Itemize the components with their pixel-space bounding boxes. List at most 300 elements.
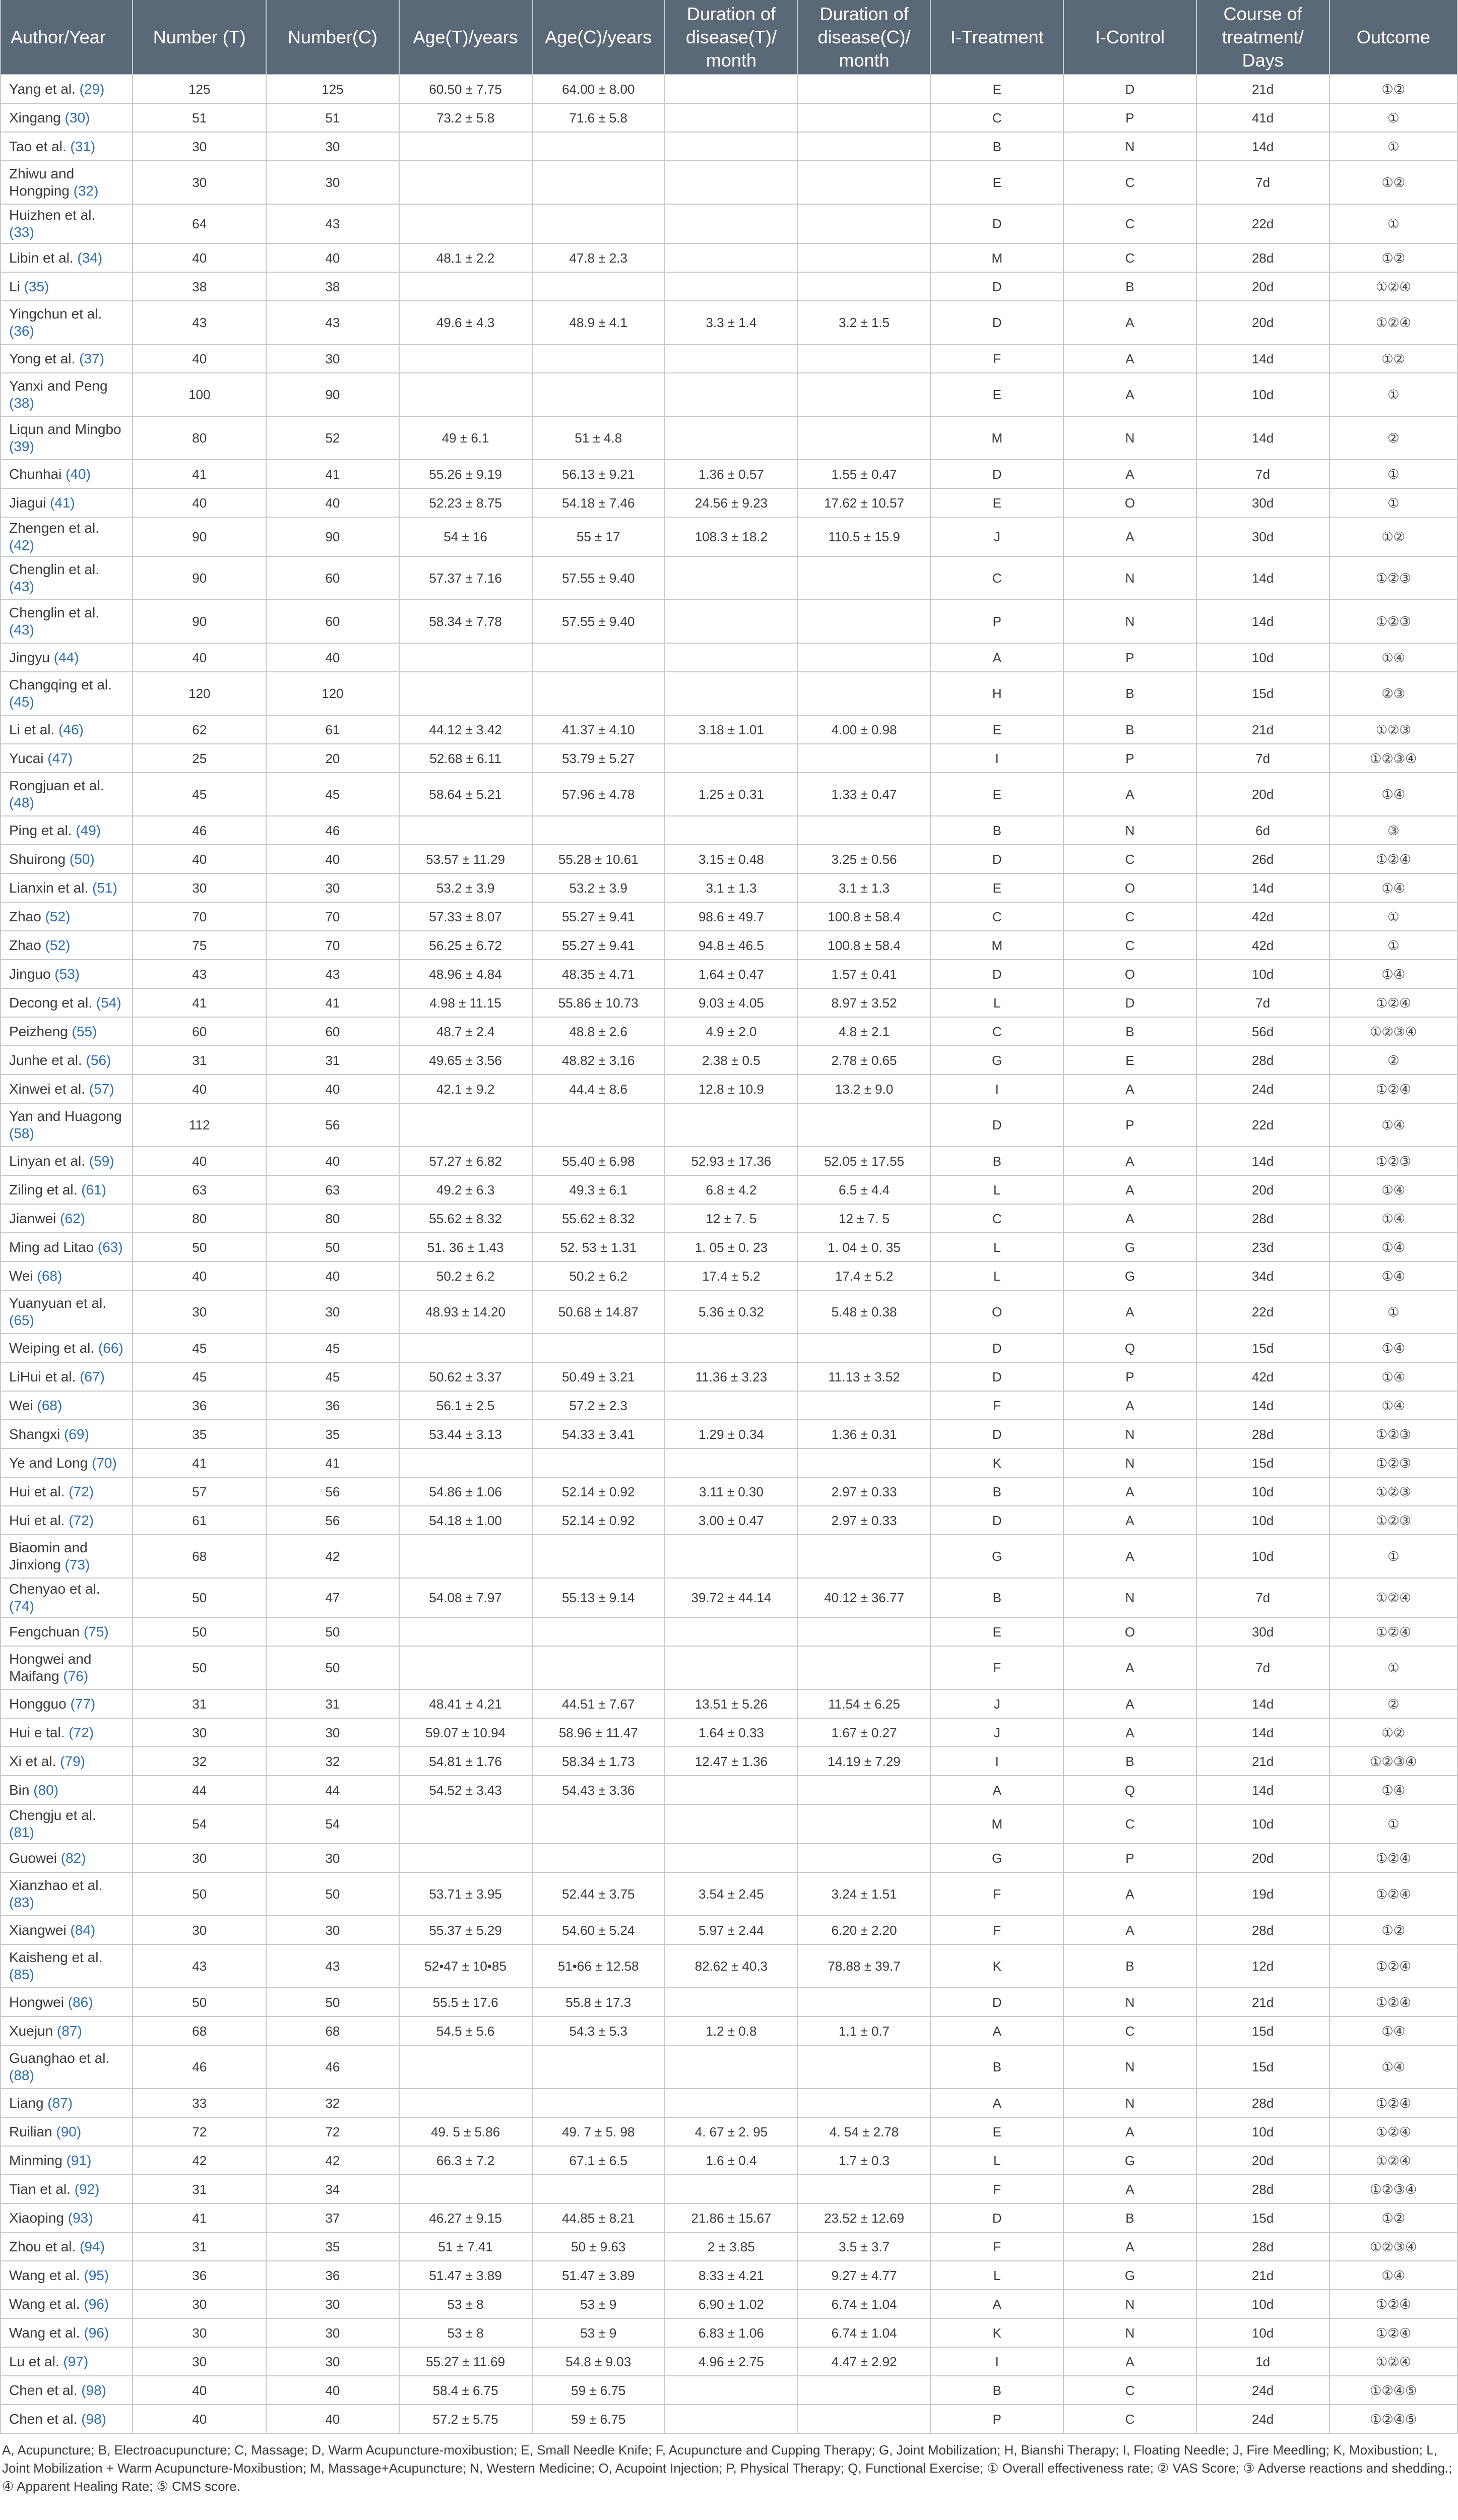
cell-duration-t <box>665 1646 798 1689</box>
cell-outcome: ①②③ <box>1329 1506 1457 1535</box>
reference-link[interactable]: (96) <box>84 2296 109 2312</box>
cell-i-control: P <box>1063 744 1196 773</box>
cell-number-t: 43 <box>133 1944 266 1988</box>
cell-number-c: 47 <box>266 1578 399 1617</box>
cell-i-treatment: C <box>930 556 1063 600</box>
cell-duration-c: 8.97 ± 3.52 <box>798 988 930 1017</box>
cell-age-c: 59 ± 6.75 <box>532 2405 665 2433</box>
reference-link[interactable]: (93) <box>68 2210 93 2226</box>
cell-number-t: 64 <box>133 204 266 243</box>
cell-course: 10d <box>1196 1804 1329 1844</box>
cell-age-c <box>532 1646 665 1689</box>
author-name: Yong et al. <box>9 350 76 366</box>
cell-course: 7d <box>1196 1578 1329 1617</box>
cell-duration-t <box>665 2376 798 2405</box>
cell-number-c: 56 <box>266 1506 399 1535</box>
cell-i-control: O <box>1063 1617 1196 1646</box>
reference-link[interactable]: (79) <box>60 1753 85 1769</box>
cell-outcome: ①② <box>1329 1916 1457 1944</box>
cell-duration-t: 13.51 ± 5.26 <box>665 1689 798 1718</box>
cell-i-treatment: D <box>930 960 1063 988</box>
cell-i-treatment: F <box>930 1916 1063 1944</box>
reference-link[interactable]: (65) <box>9 1312 34 1328</box>
cell-number-c: 44 <box>266 1776 399 1804</box>
cell-age-t: 58.4 ± 6.75 <box>399 2376 532 2405</box>
cell-number-c: 50 <box>266 1617 399 1646</box>
cell-duration-c: 14.19 ± 7.29 <box>798 1747 930 1776</box>
cell-outcome: ①②③ <box>1329 715 1457 744</box>
reference-link[interactable]: (45) <box>9 694 34 710</box>
reference-link[interactable]: (55) <box>72 1023 97 1039</box>
reference-link[interactable]: (98) <box>81 2382 106 2398</box>
cell-i-treatment: A <box>930 1776 1063 1804</box>
reference-link[interactable]: (86) <box>68 1994 93 2010</box>
cell-age-c: 47.8 ± 2.3 <box>532 243 665 272</box>
cell-i-treatment: F <box>930 2232 1063 2261</box>
cell-age-c: 41.37 ± 4.10 <box>532 715 665 744</box>
cell-duration-c <box>798 1535 930 1578</box>
author-name: Decong et al. <box>9 994 92 1011</box>
cell-number-c: 34 <box>266 2175 399 2203</box>
cell-outcome: ①④ <box>1329 1334 1457 1362</box>
cell-i-treatment: P <box>930 2405 1063 2433</box>
cell-course: 28d <box>1196 1204 1329 1233</box>
cell-outcome: ①②④ <box>1329 2318 1457 2347</box>
cell-i-treatment: A <box>930 643 1063 672</box>
cell-age-t: 57.33 ± 8.07 <box>399 902 532 931</box>
reference-link[interactable]: (97) <box>63 2353 89 2369</box>
cell-i-control: Q <box>1063 1776 1196 1804</box>
cell-author <box>1 272 133 301</box>
cell-course: 14d <box>1196 1147 1329 1175</box>
cell-age-c: 67.1 ± 6.5 <box>532 2146 665 2175</box>
cell-outcome: ①②④ <box>1329 1075 1457 1103</box>
cell-duration-t: 5.36 ± 0.32 <box>665 1290 798 1334</box>
cell-age-c <box>532 132 665 161</box>
reference-link[interactable]: (41) <box>49 494 75 511</box>
author-name: Jingyu <box>9 649 50 665</box>
reference-link[interactable]: (72) <box>69 1724 94 1740</box>
cell-number-t: 68 <box>133 1535 266 1578</box>
cell-duration-c <box>798 1646 930 1689</box>
cell-number-c: 60 <box>266 600 399 643</box>
cell-outcome: ① <box>1329 1535 1457 1578</box>
cell-i-control: A <box>1063 1290 1196 1334</box>
reference-link[interactable]: (36) <box>9 323 34 339</box>
reference-link[interactable]: (32) <box>73 183 99 199</box>
reference-link[interactable]: (74) <box>9 1598 34 1614</box>
cell-number-t: 100 <box>133 373 266 416</box>
reference-link[interactable]: (95) <box>84 2267 109 2283</box>
table-row <box>1 643 1457 672</box>
reference-link[interactable]: (61) <box>81 1181 106 1198</box>
author-name: Rongjuan et al. <box>9 778 104 793</box>
cell-number-c: 60 <box>266 1017 399 1046</box>
cell-course: 15d <box>1196 1334 1329 1362</box>
reference-link[interactable]: (80) <box>33 1782 59 1798</box>
author-name: Xianzhao et al. <box>9 1877 103 1893</box>
reference-link[interactable]: (46) <box>58 721 84 737</box>
cell-duration-c <box>798 2089 930 2117</box>
table-row <box>1 1262 1457 1290</box>
cell-i-treatment: D <box>930 1988 1063 2017</box>
table-row <box>1 931 1457 960</box>
cell-age-t <box>399 816 532 845</box>
cell-i-control: N <box>1063 1420 1196 1448</box>
cell-duration-c: 6.74 ± 1.04 <box>798 2290 930 2318</box>
cell-age-t <box>399 1103 532 1147</box>
cell-number-c: 35 <box>266 1420 399 1448</box>
reference-link[interactable]: (91) <box>66 2152 92 2168</box>
cell-course: 24d <box>1196 1075 1329 1103</box>
cell-age-t: 48.41 ± 4.21 <box>399 1689 532 1718</box>
cell-i-treatment: M <box>930 931 1063 960</box>
reference-link[interactable]: (59) <box>89 1153 114 1169</box>
cell-age-t <box>399 1334 532 1362</box>
cell-i-treatment: E <box>930 373 1063 416</box>
reference-link[interactable]: (66) <box>98 1340 123 1356</box>
cell-age-t <box>399 1617 532 1646</box>
reference-link[interactable]: (88) <box>9 2067 34 2083</box>
cell-age-c: 71.6 ± 5.8 <box>532 103 665 132</box>
cell-i-treatment: L <box>930 1233 1063 1262</box>
reference-link[interactable]: (52) <box>45 937 71 953</box>
reference-link[interactable]: (53) <box>54 966 80 982</box>
cell-number-t: 90 <box>133 600 266 643</box>
cell-age-t: 52.68 ± 6.11 <box>399 744 532 773</box>
cell-number-t: 40 <box>133 845 266 873</box>
cell-duration-t <box>665 1844 798 1872</box>
cell-duration-c: 1. 04 ± 0. 35 <box>798 1233 930 1262</box>
cell-outcome: ①②④⑤ <box>1329 2405 1457 2433</box>
reference-link[interactable]: (44) <box>53 649 79 665</box>
cell-course: 10d <box>1196 1506 1329 1535</box>
reference-link[interactable]: (39) <box>9 438 34 454</box>
cell-i-control: D <box>1063 988 1196 1017</box>
reference-link[interactable]: (75) <box>83 1623 109 1640</box>
cell-duration-t: 1.2 ± 0.8 <box>665 2017 798 2045</box>
table-row <box>1 2089 1457 2117</box>
cell-age-c: 53.79 ± 5.27 <box>532 744 665 773</box>
table-row <box>1 301 1457 344</box>
cell-i-control: P <box>1063 1362 1196 1391</box>
cell-duration-t <box>665 132 798 161</box>
cell-number-t: 30 <box>133 2290 266 2318</box>
cell-age-c: 56.13 ± 9.21 <box>532 460 665 488</box>
cell-author <box>1 643 133 672</box>
reference-link[interactable]: (57) <box>89 1081 114 1097</box>
cell-i-treatment: B <box>930 1147 1063 1175</box>
reference-link[interactable]: (87) <box>56 2023 82 2039</box>
reference-link[interactable]: (76) <box>63 1668 89 1684</box>
reference-link[interactable]: (48) <box>9 795 34 810</box>
reference-link[interactable]: (54) <box>96 994 121 1011</box>
reference-link[interactable]: (69) <box>64 1426 89 1442</box>
reference-link[interactable]: (37) <box>79 350 104 366</box>
table-row <box>1 272 1457 301</box>
cell-number-c: 40 <box>266 1075 399 1103</box>
cell-duration-c: 1.67 ± 0.27 <box>798 1718 930 1747</box>
cell-number-t: 40 <box>133 1147 266 1175</box>
cell-age-t: 55.5 ± 17.6 <box>399 1988 532 2017</box>
cell-duration-t <box>665 2089 798 2117</box>
cell-i-treatment: E <box>930 873 1063 902</box>
cell-i-control: A <box>1063 1147 1196 1175</box>
author-name: Hui et al. <box>9 1512 65 1528</box>
reference-link[interactable]: (43) <box>9 579 34 594</box>
reference-link[interactable]: (81) <box>9 1824 34 1840</box>
author-name: Guanghao et al. <box>9 2050 110 2066</box>
reference-link[interactable]: (98) <box>81 2411 106 2427</box>
cell-author <box>1 600 133 643</box>
cell-age-c: 64.00 ± 8.00 <box>532 75 665 103</box>
cell-i-control: C <box>1063 204 1196 243</box>
cell-outcome: ①②④ <box>1329 1872 1457 1916</box>
cell-i-control: C <box>1063 931 1196 960</box>
cell-course: 7d <box>1196 161 1329 204</box>
cell-age-c <box>532 1804 665 1844</box>
reference-link[interactable]: (67) <box>80 1368 105 1384</box>
cell-age-t: 58.34 ± 7.78 <box>399 600 532 643</box>
table-row <box>1 988 1457 1017</box>
cell-author <box>1 2017 133 2045</box>
cell-outcome: ① <box>1329 1290 1457 1334</box>
reference-link[interactable]: (72) <box>69 1483 94 1499</box>
cell-age-t: 51. 36 ± 1.43 <box>399 1233 532 1262</box>
cell-course: 14d <box>1196 600 1329 643</box>
cell-i-treatment: E <box>930 773 1063 816</box>
cell-outcome: ①④ <box>1329 960 1457 988</box>
cell-author <box>1 1747 133 1776</box>
table-row <box>1 373 1457 416</box>
cell-number-t: 30 <box>133 1718 266 1747</box>
cell-author <box>1 2347 133 2376</box>
reference-link[interactable]: (82) <box>60 1850 86 1866</box>
cell-duration-c: 2.78 ± 0.65 <box>798 1046 930 1075</box>
cell-duration-c: 1.36 ± 0.31 <box>798 1420 930 1448</box>
author-name: Hui et al. <box>9 1483 65 1499</box>
reference-link[interactable]: (35) <box>24 278 49 294</box>
table-row <box>1 1233 1457 1262</box>
table-row <box>1 1448 1457 1477</box>
reference-link[interactable]: (90) <box>56 2123 82 2139</box>
cell-course: 28d <box>1196 1916 1329 1944</box>
reference-link[interactable]: (85) <box>9 1967 34 1982</box>
cell-author <box>1 204 133 243</box>
cell-duration-t: 24.56 ± 9.23 <box>665 488 798 517</box>
cell-outcome: ② <box>1329 1689 1457 1718</box>
cell-number-t: 43 <box>133 301 266 344</box>
reference-link[interactable]: (49) <box>76 822 101 838</box>
cell-number-c: 37 <box>266 2203 399 2232</box>
cell-course: 10d <box>1196 1535 1329 1578</box>
cell-number-c: 56 <box>266 1477 399 1506</box>
cell-outcome: ①②④ <box>1329 1617 1457 1646</box>
author-name: Xingang <box>9 109 61 125</box>
cell-duration-c <box>798 1448 930 1477</box>
cell-duration-t <box>665 643 798 672</box>
cell-outcome: ①②③ <box>1329 1147 1457 1175</box>
cell-author <box>1 1578 133 1617</box>
author-name: Hongguo <box>9 1695 67 1712</box>
reference-link[interactable]: (51) <box>92 879 117 896</box>
table-row <box>1 2290 1457 2318</box>
cell-outcome: ①②④ <box>1329 272 1457 301</box>
cell-outcome: ①②③ <box>1329 556 1457 600</box>
table-row <box>1 243 1457 272</box>
cell-i-treatment: C <box>930 902 1063 931</box>
cell-age-c <box>532 1844 665 1872</box>
reference-link[interactable]: (70) <box>92 1455 117 1471</box>
reference-link[interactable]: (56) <box>86 1052 111 1068</box>
cell-age-t: 46.27 ± 9.15 <box>399 2203 532 2232</box>
cell-age-c: 57.96 ± 4.78 <box>532 773 665 816</box>
cell-age-t: 49. 5 ± 5.86 <box>399 2117 532 2146</box>
cell-duration-c: 4.8 ± 2.1 <box>798 1017 930 1046</box>
reference-link[interactable]: (42) <box>9 537 34 553</box>
cell-i-treatment: L <box>930 988 1063 1017</box>
cell-age-c: 44.85 ± 8.21 <box>532 2203 665 2232</box>
reference-link[interactable]: (73) <box>65 1557 90 1572</box>
table-row <box>1 2376 1457 2405</box>
cell-age-c: 50.49 ± 3.21 <box>532 1362 665 1391</box>
author-name: Wang et al. <box>9 2267 80 2283</box>
author-name: Li <box>9 278 20 294</box>
reference-link[interactable]: (38) <box>9 395 34 411</box>
reference-link[interactable]: (62) <box>60 1210 85 1226</box>
reference-link[interactable]: (68) <box>37 1268 62 1284</box>
cell-age-c: 54.3 ± 5.3 <box>532 2017 665 2045</box>
cell-i-control: A <box>1063 1689 1196 1718</box>
cell-age-c: 54.60 ± 5.24 <box>532 1916 665 1944</box>
cell-course: 14d <box>1196 416 1329 460</box>
cell-number-t: 31 <box>133 1046 266 1075</box>
cell-duration-c: 13.2 ± 9.0 <box>798 1075 930 1103</box>
cell-number-t: 40 <box>133 643 266 672</box>
cell-course: 28d <box>1196 2089 1329 2117</box>
author-name: Xi et al. <box>9 1753 56 1769</box>
cell-author <box>1 816 133 845</box>
table-row <box>1 1204 1457 1233</box>
reference-link[interactable]: (94) <box>80 2238 105 2254</box>
reference-link[interactable]: (68) <box>37 1397 62 1413</box>
cell-i-control: C <box>1063 2017 1196 2045</box>
cell-course: 14d <box>1196 132 1329 161</box>
table-row <box>1 1506 1457 1535</box>
cell-duration-c <box>798 1103 930 1147</box>
table-row <box>1 1689 1457 1718</box>
cell-age-t: 50.2 ± 6.2 <box>399 1262 532 1290</box>
cell-outcome: ① <box>1329 460 1457 488</box>
cell-outcome: ①② <box>1329 243 1457 272</box>
cell-duration-c: 23.52 ± 12.69 <box>798 2203 930 2232</box>
cell-i-control: B <box>1063 272 1196 301</box>
cell-course: 20d <box>1196 2146 1329 2175</box>
cell-age-t: 42.1 ± 9.2 <box>399 1075 532 1103</box>
cell-duration-t <box>665 204 798 243</box>
reference-link[interactable]: (63) <box>97 1239 123 1255</box>
reference-link[interactable]: (87) <box>47 2095 73 2111</box>
reference-link[interactable]: (52) <box>45 908 71 924</box>
reference-link[interactable]: (50) <box>69 851 95 867</box>
cell-i-treatment: H <box>930 672 1063 715</box>
cell-i-treatment: G <box>930 1844 1063 1872</box>
cell-i-control: A <box>1063 1535 1196 1578</box>
cell-course: 10d <box>1196 2117 1329 2146</box>
author-name: Yuanyuan et al. <box>9 1295 107 1311</box>
cell-age-t: 59.07 ± 10.94 <box>399 1718 532 1747</box>
cell-number-c: 45 <box>266 1334 399 1362</box>
cell-age-c: 54.18 ± 7.46 <box>532 488 665 517</box>
reference-link[interactable]: (58) <box>9 1125 34 1141</box>
cell-i-control: C <box>1063 161 1196 204</box>
cell-outcome: ①④ <box>1329 1391 1457 1420</box>
cell-i-control: N <box>1063 2318 1196 2347</box>
cell-number-t: 36 <box>133 2261 266 2290</box>
cell-age-t: 54 ± 16 <box>399 517 532 556</box>
reference-link[interactable]: (84) <box>70 1922 96 1938</box>
reference-link[interactable]: (77) <box>70 1695 96 1712</box>
reference-link[interactable]: (72) <box>69 1512 94 1528</box>
table-row <box>1 845 1457 873</box>
cell-outcome: ①②④ <box>1329 1578 1457 1617</box>
cell-number-t: 31 <box>133 2175 266 2203</box>
reference-link[interactable]: (40) <box>66 466 91 482</box>
cell-age-c <box>532 1617 665 1646</box>
reference-link[interactable]: (96) <box>84 2324 109 2341</box>
reference-link[interactable]: (43) <box>9 622 34 638</box>
cell-age-c: 54.8 ± 9.03 <box>532 2347 665 2376</box>
author-name: Chen et al. <box>9 2411 78 2427</box>
cell-course: 42d <box>1196 1362 1329 1391</box>
cell-duration-t <box>665 75 798 103</box>
cell-age-c: 54.43 ± 3.36 <box>532 1776 665 1804</box>
cell-author <box>1 2089 133 2117</box>
cell-outcome: ①②③ <box>1329 1448 1457 1477</box>
reference-link[interactable]: (34) <box>77 249 103 266</box>
cell-i-treatment: B <box>930 2376 1063 2405</box>
table-row <box>1 2117 1457 2146</box>
cell-number-t: 30 <box>133 1916 266 1944</box>
reference-link[interactable]: (31) <box>70 138 96 154</box>
cell-number-c: 63 <box>266 1175 399 1204</box>
cell-duration-c <box>798 204 930 243</box>
cell-duration-c: 5.48 ± 0.38 <box>798 1290 930 1334</box>
author-name: Guowei <box>9 1850 57 1866</box>
cell-author <box>1 1872 133 1916</box>
cell-duration-t: 94.8 ± 46.5 <box>665 931 798 960</box>
cell-outcome: ①④ <box>1329 2017 1457 2045</box>
reference-link[interactable]: (29) <box>79 81 105 97</box>
cell-i-treatment: O <box>930 1290 1063 1334</box>
reference-link[interactable]: (47) <box>47 750 73 766</box>
cell-i-treatment: L <box>930 2261 1063 2290</box>
cell-duration-c: 3.25 ± 0.56 <box>798 845 930 873</box>
cell-outcome: ①④ <box>1329 1362 1457 1391</box>
reference-link[interactable]: (83) <box>9 1895 34 1910</box>
cell-i-control: A <box>1063 301 1196 344</box>
reference-link[interactable]: (33) <box>9 224 34 240</box>
cell-i-treatment: K <box>930 1448 1063 1477</box>
cell-number-c: 30 <box>266 2290 399 2318</box>
reference-link[interactable]: (30) <box>65 109 90 125</box>
author-name: Yingchun et al. <box>9 306 102 322</box>
cell-outcome: ①②③④ <box>1329 1017 1457 1046</box>
cell-age-c: 55.62 ± 8.32 <box>532 1204 665 1233</box>
cell-age-c: 49.3 ± 6.1 <box>532 1175 665 1204</box>
cell-outcome: ① <box>1329 373 1457 416</box>
reference-link[interactable]: (92) <box>74 2181 100 2197</box>
